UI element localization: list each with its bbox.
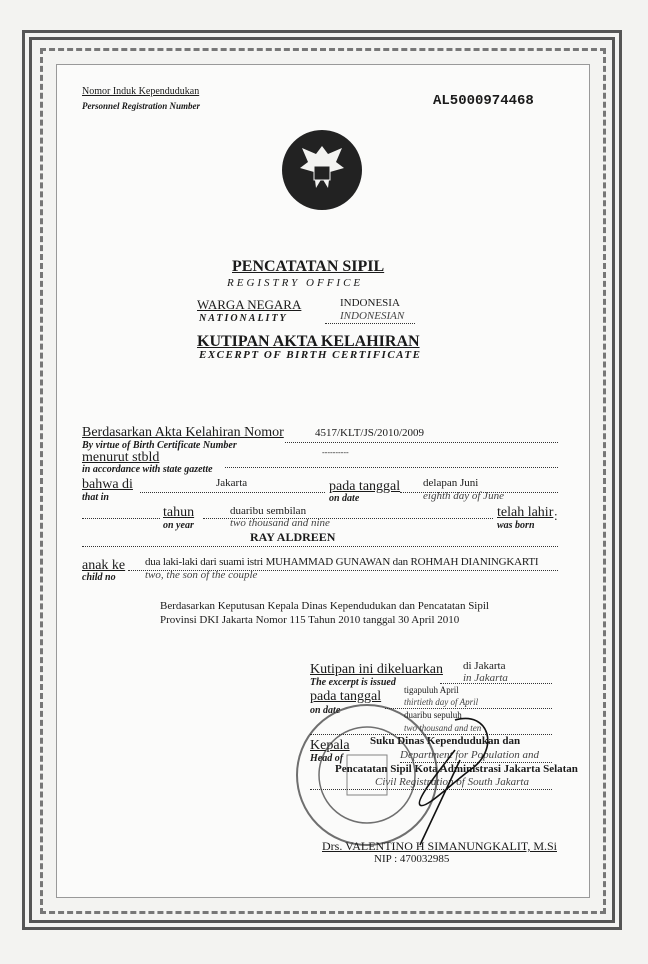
stbld-label-en: in accordance with state gazette (82, 464, 213, 475)
dotted-line (82, 518, 160, 519)
issue-date-en: thirtieth day of April (404, 697, 479, 707)
signature (400, 710, 510, 850)
dotted-line (225, 467, 558, 468)
issue-date-label: pada tanggal (310, 689, 382, 704)
nationality-label-en: NATIONALITY (199, 313, 288, 324)
nationality-value: INDONESIA (340, 297, 400, 309)
date-label: pada tanggal (329, 479, 401, 494)
child-order: dua laki-laki dari suami istri MUHAMMAD GUNAWAN dan ROHMAH DIANINGKARTI (145, 556, 539, 568)
issued-label: Kutipan ini dikeluarkan (310, 662, 443, 677)
dotted-line (203, 518, 493, 519)
issue-date-label-en: on date (310, 705, 341, 716)
child-name: RAY ALDREEN (250, 530, 336, 544)
born-label-en: was born (497, 520, 535, 531)
birth-year: duaribu sembilan (230, 505, 307, 517)
issued-place: di Jakarta (463, 660, 506, 672)
nationality-value-en: INDONESIAN (340, 310, 405, 322)
signatory-nip: NIP : 470032985 (374, 853, 450, 865)
birth-year-en: two thousand and nine (230, 517, 330, 529)
dotted-line (140, 492, 325, 493)
place-label: bahwa di (82, 477, 133, 492)
dotted-line (440, 683, 552, 684)
birth-place: Jakarta (216, 477, 248, 489)
issue-date: tigapuluh April (404, 685, 459, 695)
head-label: Kepala (310, 738, 350, 753)
office-title: PENCATATAN SIPIL (232, 258, 385, 275)
issued-place-en: in Jakarta (463, 672, 508, 684)
born-label: telah lahir (497, 505, 554, 520)
dotted-line (325, 323, 415, 324)
cert-number-label-en: By virtue of Birth Certificate Number (82, 440, 237, 451)
child-order-label: anak ke (82, 558, 126, 573)
decree-line-2: Provinsi DKI Jakarta Nomor 115 Tahun 2010 tanggal 30 April 2010 (160, 614, 460, 626)
department-line-1-en: Department for Population and (400, 749, 540, 761)
child-order-label-en: child no (82, 572, 116, 583)
issue-year-en: two thousand and ten (404, 723, 482, 733)
dotted-line (82, 546, 558, 547)
document-title: KUTIPAN AKTA KELAHIRAN (197, 333, 420, 350)
dotted-line (400, 492, 558, 493)
birth-date: delapan Juni (423, 477, 479, 489)
stbld-value: ---------- (322, 448, 349, 457)
year-label: tahun (163, 505, 195, 520)
signatory-name: Drs. VALENTINO H SIMANUNGKALIT, M.Si (322, 839, 557, 853)
child-order-en: two, the son of the couple (145, 569, 258, 581)
place-label-en: that in (82, 492, 109, 503)
issue-year: duaribu sepuluh (404, 710, 462, 720)
department-line-2: Pencatatan Sipil Kota Administrasi Jakarta Selatan (335, 763, 578, 775)
issued-label-en: The excerpt is issued (310, 677, 396, 688)
dotted-line (285, 442, 558, 443)
colon: : (554, 508, 558, 523)
cert-number-label: Berdasarkan Akta Kelahiran Nomor (82, 425, 284, 440)
dotted-line (128, 570, 558, 571)
date-label-en: on date (329, 493, 360, 504)
decree-line-1: Berdasarkan Keputusan Kepala Dinas Kependudukan dan Pencatatan Sipil (160, 600, 489, 612)
head-label-en: Head of (310, 753, 344, 764)
department-line-1: Suku Dinas Kependudukan dan (370, 735, 521, 747)
nik-label-en: Personnel Registration Number (82, 101, 201, 111)
cert-number: 4517/KLT/JS/2010/2009 (315, 427, 424, 439)
garuda-emblem-icon (280, 128, 364, 212)
serial-number: AL5000974468 (433, 93, 534, 109)
stbld-label: menurut stbld (82, 450, 160, 465)
nationality-label: WARGA NEGARA (197, 297, 302, 312)
department-line-2-en: Civil Registration of South Jakarta (375, 776, 529, 788)
office-title-en: REGISTRY OFFICE (227, 277, 364, 289)
nik-label: Nomor Induk Kependudukan (82, 86, 200, 97)
birth-date-en: eighth day of June (423, 490, 504, 502)
document-title-en: EXCERPT OF BIRTH CERTIFICATE (199, 349, 422, 361)
year-label-en: on year (163, 520, 194, 531)
